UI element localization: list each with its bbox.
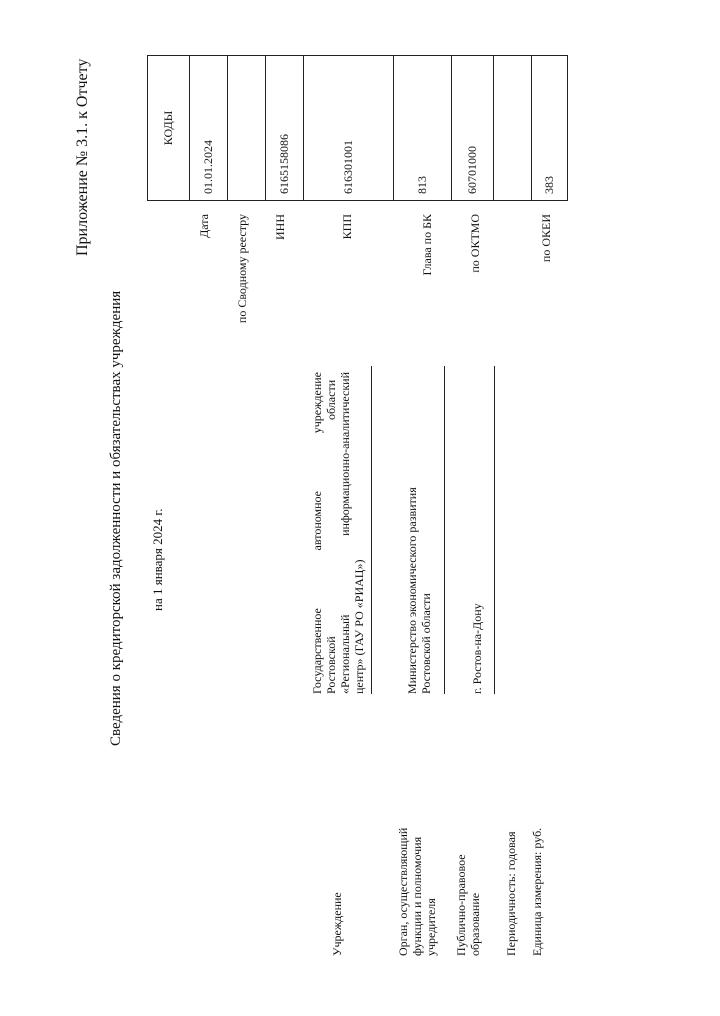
- codes-value-glava-bk: 813: [394, 56, 452, 201]
- founder-value-line: Ростовской области: [419, 593, 433, 694]
- codes-row: [494, 56, 532, 201]
- codes-row: [394, 56, 452, 201]
- codes-row: [304, 56, 394, 201]
- codes-header: КОДЫ: [148, 56, 190, 201]
- codes-label-inn: ИНН: [273, 214, 287, 240]
- codes-table: [147, 55, 568, 201]
- founder-underline: [444, 366, 445, 694]
- codes-value-date: 01.01.2024: [190, 56, 228, 201]
- measurement-unit: Единица измерения: руб.: [530, 827, 544, 956]
- codes-value-registry: [228, 56, 266, 201]
- codes-row: [452, 56, 494, 201]
- codes-row: [266, 56, 304, 201]
- codes-header-row: [148, 56, 190, 201]
- codes-value-oktmo: 60701000: [452, 56, 494, 201]
- municipality-label: [454, 854, 482, 956]
- report-title: Сведения о кредиторской задолженности и обязательствах учреждения: [108, 290, 124, 746]
- institution-line-tail: области: [324, 379, 338, 420]
- institution-line: Ростовской: [324, 636, 338, 694]
- codes-row: [190, 56, 228, 201]
- codes-label-oktmo: по ОКТМО: [468, 214, 482, 273]
- institution-line: «Региональный информационно-аналитический: [338, 372, 352, 694]
- founder-label-line: учредителя: [424, 898, 438, 956]
- municipality-label-line: образование: [468, 892, 482, 956]
- founder-value-line: Министерство экономического развития: [405, 487, 419, 694]
- codes-label-date: Дата: [197, 214, 211, 238]
- codes-value-empty: [494, 56, 532, 201]
- codes-value-inn: 6165158086: [266, 56, 304, 201]
- institution-value: [310, 372, 324, 694]
- institution-label: Учреждение: [330, 892, 344, 956]
- codes-row: [532, 56, 568, 201]
- municipality-label-line: Публично-правовое: [454, 854, 468, 956]
- codes-value-kpp: 616301001: [304, 56, 394, 201]
- codes-label-glava-bk: Глава по БК: [420, 214, 434, 276]
- codes-label-okei: по ОКЕИ: [539, 214, 553, 263]
- institution-underline: [371, 366, 372, 694]
- municipality-underline: [494, 366, 495, 694]
- institution-line: центр» (ГАУ РО «РИАЦ»): [352, 559, 366, 694]
- municipality-value: г. Ростов-на-Дону: [470, 603, 484, 694]
- founder-label-line: Орган, осуществляющий: [396, 827, 410, 956]
- institution-line: Государственное автономное учреждение: [310, 372, 324, 694]
- founder-label-line: функции и полномочия: [410, 836, 424, 956]
- codes-value-okei: 383: [532, 56, 568, 201]
- founder-value: [405, 487, 433, 694]
- founder-label: [396, 828, 438, 956]
- codes-label-registry: по Сводному реестру: [235, 214, 249, 324]
- report-date-subtitle: на 1 января 2024 г.: [150, 508, 165, 611]
- codes-row: [228, 56, 266, 201]
- periodicity: Периодичность: годовая: [504, 831, 518, 956]
- codes-label-kpp: КПП: [340, 214, 354, 240]
- institution-line-wrap: [338, 372, 352, 694]
- appendix-label: Приложение № 3.1. к Отчету: [74, 58, 91, 256]
